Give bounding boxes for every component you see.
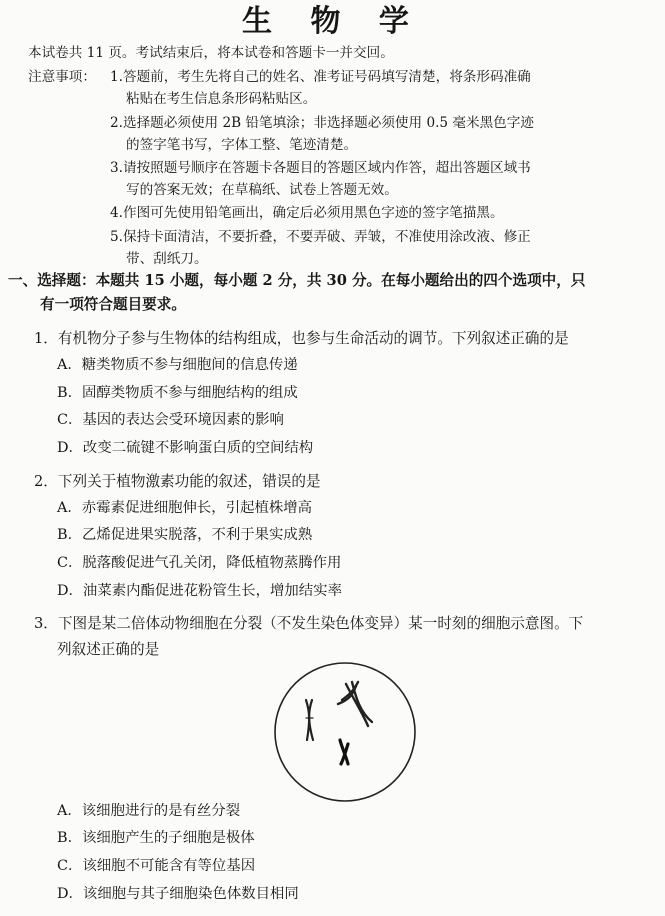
note-2-line-1: 2.选择题必须使用 2B 铅笔填涂；非选择题必须使用 0.5 毫米黑色字迹 xyxy=(110,115,534,131)
question-2-option-c: C．脱落酸促进气孔关闭，降低植物蒸腾作用 xyxy=(57,555,342,571)
question-3-stem-line-2: 列叙述正确的是 xyxy=(57,641,160,658)
question-3-option-c: C．该细胞不可能含有等位基因 xyxy=(57,858,256,874)
chromosome-left xyxy=(306,700,313,740)
question-1-option-b: B．固醇类物质不参与细胞结构的组成 xyxy=(57,385,298,401)
question-3-option-b: B．该细胞产生的子细胞是极体 xyxy=(57,830,255,846)
question-2-option-a: A．赤霉素促进细胞伸长，引起植株增高 xyxy=(57,500,313,516)
notes-label: 注意事项： xyxy=(28,69,96,85)
question-1-stem: 1．有机物分子参与生物体的结构组成，也参与生命活动的调节。下列叙述正确的是 xyxy=(34,330,569,347)
question-3-option-a: A．该细胞进行的是有丝分裂 xyxy=(57,803,241,819)
note-1-line-1: 1.答题前，考生先将自己的姓名、准考证号码填写清楚，将条形码准确 xyxy=(110,69,531,85)
note-3-line-2: 写的答案无效；在草稿纸、试卷上答题无效。 xyxy=(126,182,398,198)
note-3-line-1: 3.请按照题号顺序在答题卡各题目的答题区域内作答，超出答题区域书 xyxy=(110,160,531,176)
question-1-option-c: C．基因的表达会受环境因素的影响 xyxy=(57,412,284,428)
question-2-option-b: B．乙烯促进果实脱落，不利于果实成熟 xyxy=(57,527,313,543)
exam-intro: 本试卷共 11 页。考试结束后，将本试卷和答题卡一并交回。 xyxy=(28,45,394,61)
note-2-line-2: 的签字笔书写，字体工整、笔迹清楚。 xyxy=(126,137,358,153)
chromosome-right xyxy=(338,682,372,726)
chromosome-bottom xyxy=(340,740,348,764)
note-1-line-2: 粘贴在考生信息条形码粘贴区。 xyxy=(126,91,317,107)
question-1-option-d: D．改变二硫键不影响蛋白质的空间结构 xyxy=(57,440,314,456)
section-heading-line-2: 有一项符合题目要求。 xyxy=(40,296,186,313)
note-5-line-2: 带、刮纸刀。 xyxy=(126,251,208,267)
section-heading-line-1: 一、选择题：本题共 15 小题，每小题 2 分，共 30 分。在每小题给出的四个选项中，只 xyxy=(8,272,586,289)
question-2-option-d: D．油菜素内酯促进花粉管生长，增加结实率 xyxy=(57,583,342,599)
question-1-option-a: A．糖类物质不参与细胞间的信息传递 xyxy=(57,357,298,373)
note-5-line-1: 5.保持卡面清洁，不要折叠，不要弄破、弄皱，不准使用涂改液、修正 xyxy=(110,229,531,245)
question-2-stem: 2．下列关于植物激素功能的叙述，错误的是 xyxy=(34,473,321,490)
question-3-option-d: D．该细胞与其子细胞染色体数目相同 xyxy=(57,886,299,902)
note-4-line-1: 4.作图可先使用铅笔画出，确定后必须用黑色字迹的签字笔描黑。 xyxy=(110,205,504,221)
cell-division-diagram xyxy=(272,660,418,804)
question-3-stem-line-1: 3．下图是某二倍体动物细胞在分裂（不发生染色体变异）某一时刻的细胞示意图。下 xyxy=(34,615,584,632)
page-title: 生 物 学 xyxy=(242,4,423,39)
